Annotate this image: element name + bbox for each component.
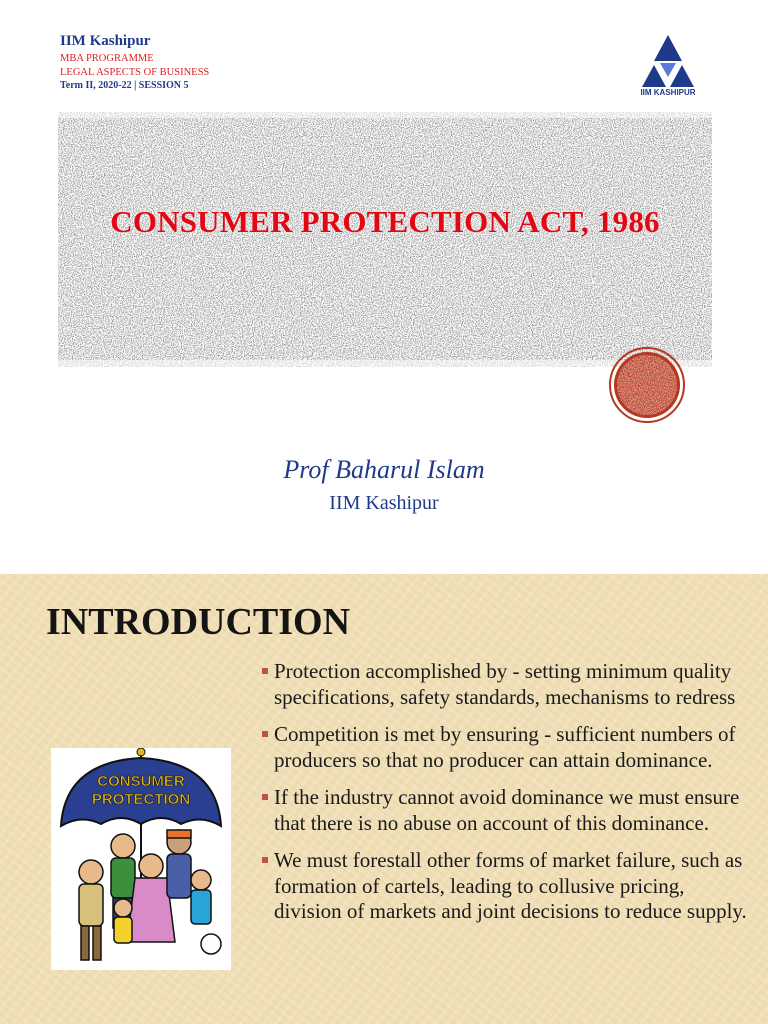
presenter-name: Prof Baharul Islam xyxy=(283,455,485,484)
bullet-item xyxy=(262,659,752,710)
title-banner xyxy=(58,112,712,367)
bullet-list xyxy=(262,659,752,937)
presenter-institution: IIM Kashipur xyxy=(329,492,439,514)
bullet-text: Protection accomplished by - setting minimum quality specifications, safety standards, mechanisms to redress xyxy=(274,659,736,709)
slide-heading: INTRODUCTION xyxy=(46,601,351,643)
introduction-slide xyxy=(0,574,768,1024)
bullet-item xyxy=(262,722,752,773)
consumer-protection-illustration xyxy=(51,748,231,970)
bullet-marker xyxy=(262,668,268,674)
institution-name: IIM Kashipur xyxy=(60,33,151,49)
illustration-word-1: CONSUMER xyxy=(97,773,185,790)
bullet-text: Competition is met by ensuring - sufficient numbers of producers so that no producer can attain dominance. xyxy=(274,722,736,772)
bullet-marker xyxy=(262,794,268,800)
illustration-word-2: PROTECTION xyxy=(91,791,191,808)
red-seal-decoration xyxy=(607,345,687,425)
course-name: LEGAL ASPECTS OF BUSINESS xyxy=(60,67,210,78)
bullet-text: We must forestall other forms of market failure, such as formation of cartels, leading to collusive pricing, division of markets and joint decisions to reduce supply. xyxy=(274,848,747,923)
term-session: Term II, 2020-22 | SESSION 5 xyxy=(60,80,189,91)
bullet-marker xyxy=(262,857,268,863)
slide-title: CONSUMER PROTECTION ACT, 1986 xyxy=(110,204,660,239)
bullet-item xyxy=(262,785,752,836)
bullet-item xyxy=(262,848,752,925)
programme-name: MBA PROGRAMME xyxy=(60,53,154,64)
logo-caption: IIM KASHIPUR xyxy=(640,88,696,97)
bullet-text: If the industry cannot avoid dominance we must ensure that there is no abuse on account of this dominance. xyxy=(274,785,740,835)
bullet-marker xyxy=(262,731,268,737)
